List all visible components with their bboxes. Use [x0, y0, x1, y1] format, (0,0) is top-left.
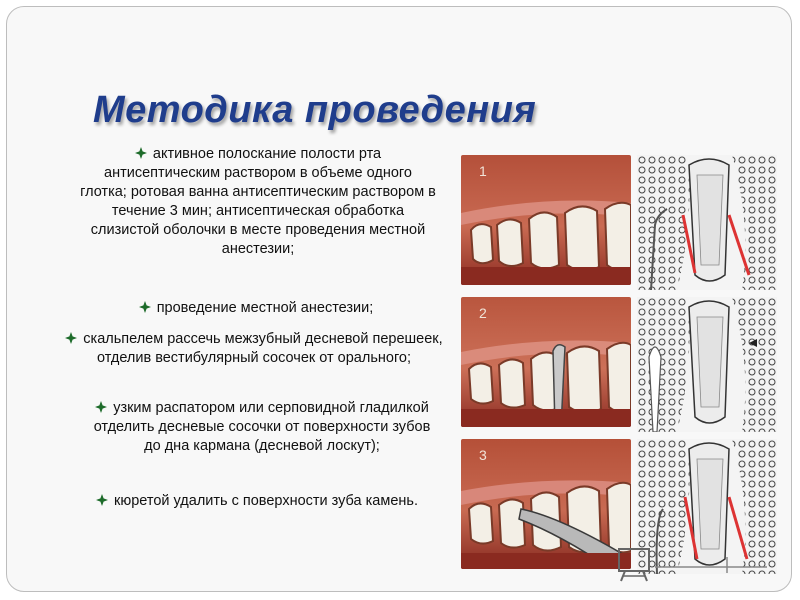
list-item [79, 145, 437, 259]
schematic-1 [637, 155, 777, 290]
clinical-photo-3 [461, 439, 631, 569]
bullet-text: скальпелем рассечь межзубный десневой перешеек, отделив вестибулярный сосочек от орального; [83, 331, 443, 366]
bullet-text: кюретой удалить с поверхности зуба камень. [114, 493, 418, 509]
bullet-text: узким распатором или серповидной гладилкой отделить десневые сосочки от поверхности зубов до дна кармана (десневой лоскут); [93, 400, 431, 454]
list-item [67, 299, 445, 318]
diamond-bullet-icon [65, 332, 77, 344]
slide-title: Методика проведения [93, 89, 537, 131]
clinical-photo-2 [461, 297, 631, 427]
panel-number: 3 [479, 447, 487, 463]
clinical-photo-1 [461, 155, 631, 285]
panel-number: 2 [479, 305, 487, 321]
diamond-bullet-icon [96, 494, 108, 506]
bullet-text: активное полоскание полости рта антисептическим раствором в объеме одного глотка; ротовая ванна антисептическим раствором в течение 3 мин; антисептическая обработка слизистой оболочки в месте проведения местной анестезии; [80, 146, 436, 257]
diamond-bullet-icon [95, 401, 107, 413]
diamond-bullet-icon [139, 301, 151, 313]
whiteboard-logo-icon [617, 543, 777, 588]
list-item [87, 492, 427, 511]
list-item [59, 330, 449, 368]
bullet-text: проведение местной анестезии; [156, 300, 374, 316]
diamond-bullet-icon [135, 147, 147, 159]
slide [6, 6, 792, 592]
list-item [87, 399, 437, 456]
schematic-2 [637, 297, 777, 432]
panel-number: 1 [479, 163, 487, 179]
